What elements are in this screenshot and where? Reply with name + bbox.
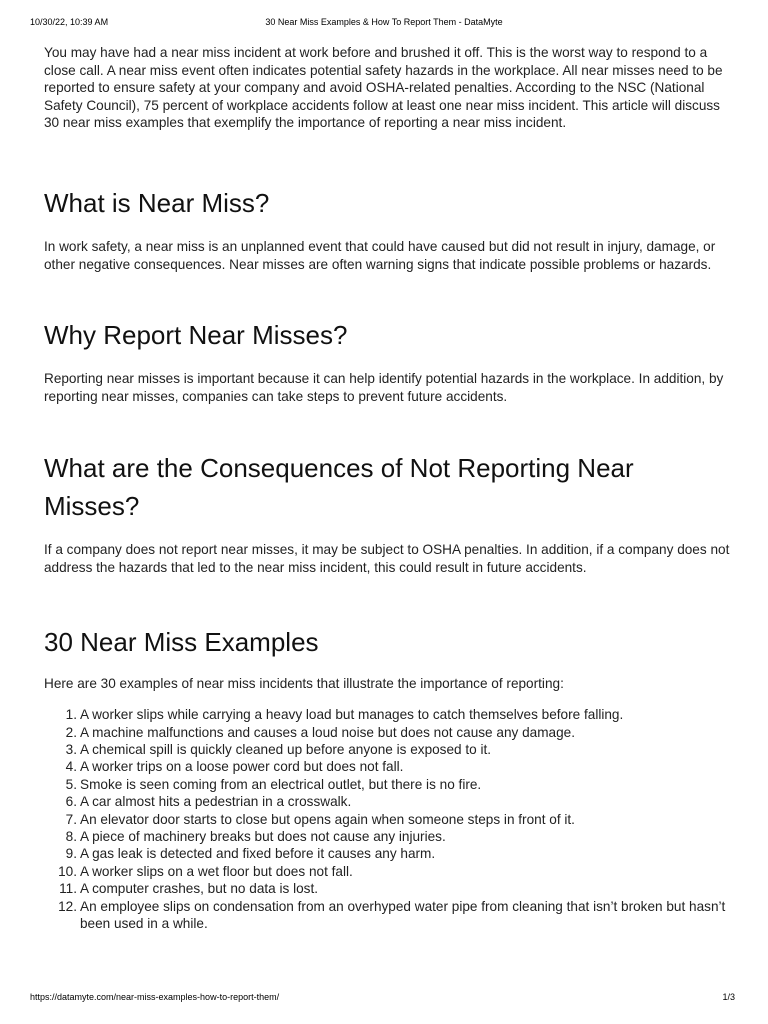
print-footer: [0, 992, 768, 1004]
intro-paragraph: You may have had a near miss incident at work before and brushed it off. This is the worst way to respond to a close call. A near miss event often indicates potential safety hazards in the workplace. All near misses need to be reported to ensure safety at your company and avoid OSHA-related penalties. According to the NSC (National Safety Council), 75 percent of workplace accidents follow at least one near miss incident. This article will discuss 30 near miss examples that exemplify the importance of reporting a near miss incident.: [44, 45, 723, 131]
list-item: [44, 793, 734, 810]
list-item-number: 6.: [65, 794, 77, 810]
list-item-text: A computer crashes, but no data is lost.: [80, 881, 319, 897]
print-page-title: 30 Near Miss Examples & How To Report Them - DataMyte: [265, 17, 503, 27]
list-item-number: 12.: [58, 898, 77, 914]
list-item-text: A gas leak is detected and fixed before it causes any harm.: [80, 846, 436, 862]
heading-consequences: What are the Consequences of Not Reporting Near Misses?: [44, 453, 634, 522]
list-item: [44, 845, 734, 862]
list-item-text: Smoke is seen coming from an electrical outlet, but there is no fire.: [80, 776, 482, 792]
list-item-number: 2.: [65, 724, 77, 740]
print-page-number: 1/3: [722, 992, 735, 1002]
heading-what-is-near-miss: What is Near Miss?: [44, 187, 270, 218]
article-content: [44, 44, 734, 932]
list-item: [44, 776, 734, 793]
heading-why-report: Why Report Near Misses?: [44, 320, 348, 351]
paragraph-consequences: If a company does not report near misses, it may be subject to OSHA penalties. In addition, if a company does not address the hazards that led to the near miss incident, this could result in future accidents.: [44, 542, 730, 575]
list-item-number: 4.: [65, 759, 77, 775]
list-item-number: 5.: [65, 776, 77, 792]
list-item: [44, 758, 734, 775]
list-item: [44, 741, 734, 758]
list-item: [44, 898, 734, 933]
paragraph-30-examples-intro: Here are 30 examples of near miss incidents that illustrate the importance of reporting:: [44, 675, 564, 691]
print-url[interactable]: https://datamyte.com/near-miss-examples-how-to-report-them/: [30, 992, 280, 1002]
heading-30-examples: 30 Near Miss Examples: [44, 626, 319, 657]
list-item-number: 11.: [59, 881, 77, 897]
list-item-number: 7.: [65, 811, 77, 827]
paragraph-why-report: Reporting near misses is important because it can help identify potential hazards in the workplace. In addition, by reporting near misses, companies can take steps to prevent future accidents.: [44, 371, 724, 404]
list-item: [44, 828, 734, 845]
list-item-text: A worker slips while carrying a heavy load but manages to catch themselves before falling.: [80, 707, 624, 723]
list-item: [44, 706, 734, 723]
list-item-number: 3.: [65, 741, 77, 757]
list-item-text: A machine malfunctions and causes a loud noise but does not cause any damage.: [80, 724, 575, 740]
print-datetime: 10/30/22, 10:39 AM: [30, 17, 109, 27]
list-item-number: 8.: [65, 828, 77, 844]
list-item-text: An employee slips on condensation from an overhyped water pipe from cleaning that isn’t broken but hasn’t been used in a while.: [80, 898, 726, 931]
examples-list: [44, 706, 734, 932]
list-item-text: A chemical spill is quickly cleaned up before anyone is exposed to it.: [80, 741, 492, 757]
list-item: [44, 880, 734, 897]
list-item-number: 9.: [65, 846, 77, 862]
list-item-text: An elevator door starts to close but opens again when someone steps in front of it.: [80, 811, 575, 827]
list-item-text: A car almost hits a pedestrian in a crosswalk.: [80, 794, 352, 810]
list-item-text: A worker slips on a wet floor but does not fall.: [80, 863, 353, 879]
list-item-number: 10.: [58, 863, 77, 879]
print-header: [0, 17, 768, 29]
list-item-text: A piece of machinery breaks but does not cause any injuries.: [80, 828, 446, 844]
list-item-text: A worker trips on a loose power cord but does not fall.: [80, 759, 404, 775]
list-item: [44, 724, 734, 741]
list-item: [44, 863, 734, 880]
list-item-number: 1.: [65, 707, 77, 723]
paragraph-what-is-near-miss: In work safety, a near miss is an unplanned event that could have caused but did not result in injury, damage, or other negative consequences. Near misses are often warning signs that indicate possible problems or hazards.: [44, 238, 716, 272]
list-item: [44, 811, 734, 828]
